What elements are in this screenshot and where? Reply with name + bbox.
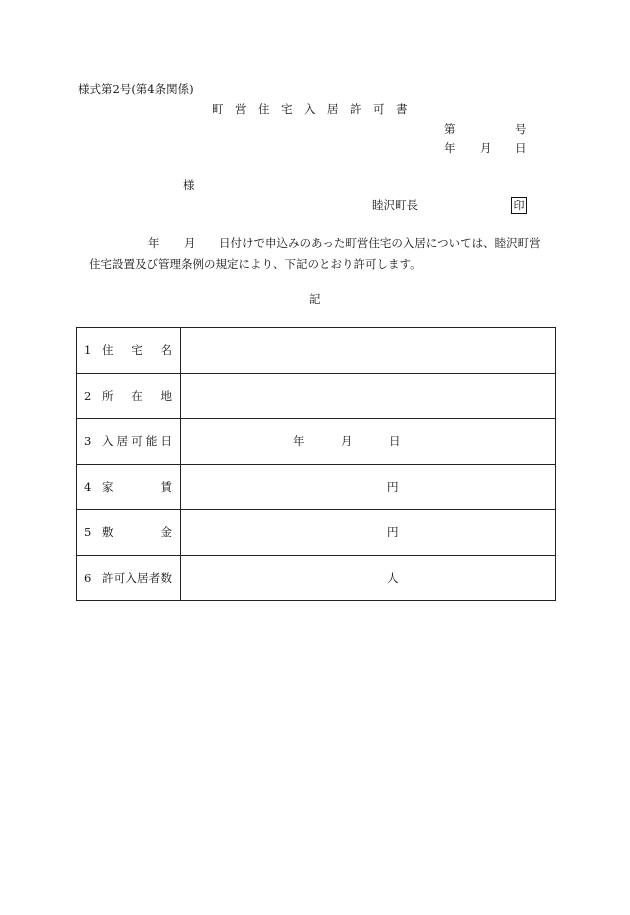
body-text-line1: 日付けで申込みのあった町営住宅の入居については、睦沢町営 (219, 236, 541, 250)
seal-mark: 印 (511, 197, 527, 214)
move-in-month-label: 月 (341, 434, 353, 449)
rent-unit: 円 (387, 479, 399, 494)
issue-date-year-label: 年 (444, 141, 456, 155)
table-row-deposit (77, 510, 556, 556)
row-label-rent: 家賃 (102, 479, 172, 494)
row-number: 2 (84, 388, 92, 403)
table-row-location (77, 373, 556, 419)
row-label-location: 所在地 (102, 388, 172, 403)
form-label: 様式第2号(第4条関係) (78, 82, 194, 96)
table-row-rent (77, 464, 556, 510)
application-year-label: 年 (148, 236, 160, 250)
move-in-date-field[interactable] (181, 419, 556, 465)
number-suffix: 号 (515, 122, 527, 136)
deposit-field[interactable] (181, 510, 556, 556)
row-number: 6 (84, 570, 92, 585)
row-number: 3 (84, 434, 92, 449)
table-row-occupants (77, 555, 556, 601)
deposit-unit: 円 (387, 525, 399, 540)
addressee-honorific: 様 (183, 178, 195, 192)
ki-heading: 記 (309, 292, 321, 306)
issue-date-month-label: 月 (480, 141, 492, 155)
permit-details-table (76, 327, 556, 601)
row-label-occupants: 許可入居者数 (102, 570, 172, 585)
occupants-field[interactable] (181, 555, 556, 601)
location-field[interactable] (181, 373, 556, 419)
table-row-housing-name (77, 328, 556, 374)
body-text-line2: 住宅設置及び管理条例の規定により、下記のとおり許可します。 (89, 257, 422, 271)
row-label-deposit: 敷金 (102, 525, 172, 540)
row-number: 5 (84, 525, 92, 540)
issuer-name: 睦沢町長 (372, 198, 418, 212)
rent-field[interactable] (181, 464, 556, 510)
issue-date-day-label: 日 (515, 141, 527, 155)
row-label-housing-name: 住宅名 (102, 343, 172, 358)
number-prefix: 第 (444, 122, 456, 136)
move-in-day-label: 日 (389, 434, 401, 449)
row-number: 1 (84, 343, 92, 358)
document-title: 町 営 住 宅 入 居 許 可 書 (212, 102, 408, 116)
move-in-year-label: 年 (293, 434, 305, 449)
table-row-move-in-date (77, 419, 556, 465)
application-month-label: 月 (184, 236, 196, 250)
housing-name-field[interactable] (181, 328, 556, 374)
row-number: 4 (84, 479, 92, 494)
row-label-move-in-date: 入居可能日 (102, 434, 172, 449)
occupants-unit: 人 (387, 570, 399, 585)
